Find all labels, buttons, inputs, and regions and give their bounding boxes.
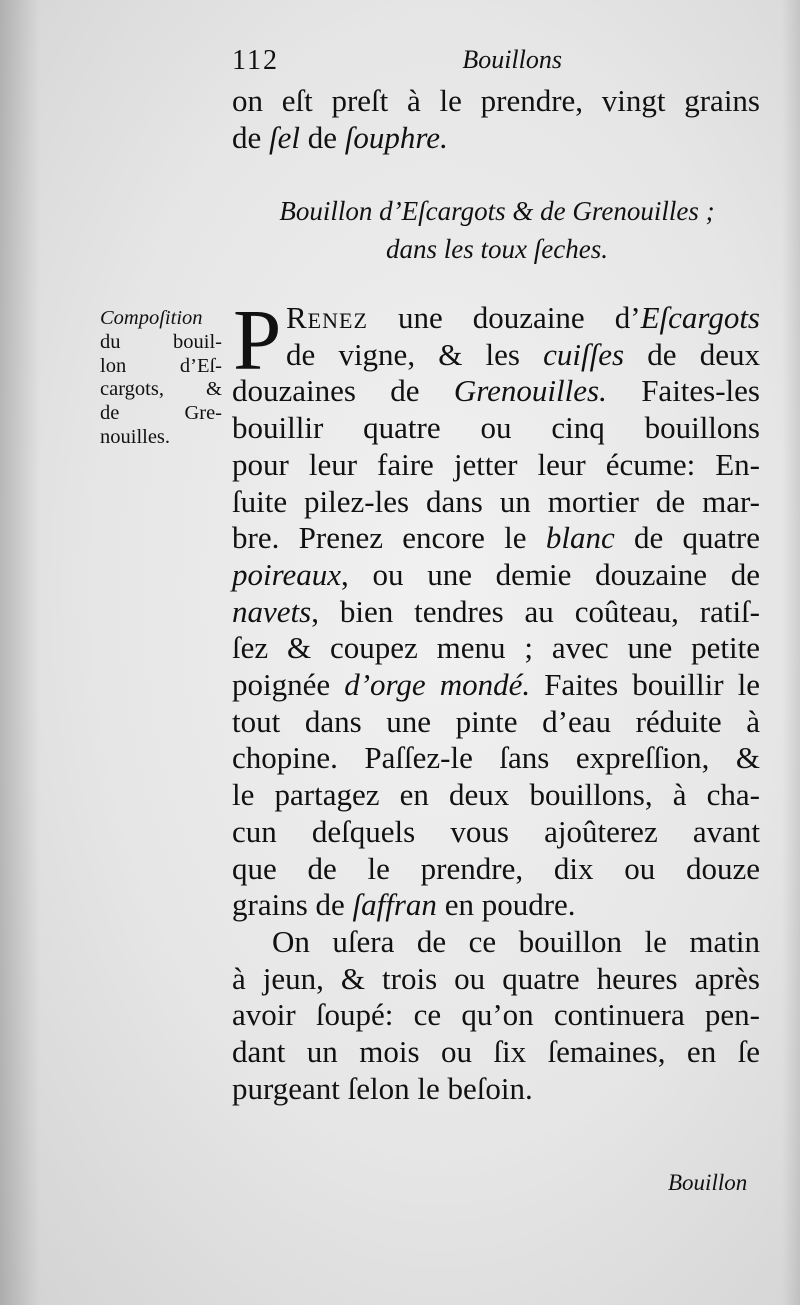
running-title: Bouillons xyxy=(462,45,562,74)
body-line: chopine. Paſſez-le ſans expreſſion, & xyxy=(232,740,760,776)
margin-note-line: du bouil- xyxy=(100,330,222,353)
margin-note-line: cargots, & xyxy=(100,378,222,401)
body-line: bouillir quatre ou cinq bouillons xyxy=(232,410,760,446)
body-line: cun deſquels vous ajoûterez avant xyxy=(232,813,760,849)
body-line: Renez une douzaine d’Eſcargots xyxy=(286,300,760,335)
body-line: avoir ſoupé: ce qu’on continuera pen- xyxy=(232,997,760,1033)
body-line: tout dans une pinte d’eau réduite à xyxy=(232,703,760,739)
page-edge-shadow xyxy=(782,0,800,1305)
page-number: 112 xyxy=(232,45,279,76)
body-line: douzaines de Grenouilles. Faites-les xyxy=(232,373,760,409)
heading-line: dans les toux ſeches. xyxy=(386,234,608,264)
body-line: dant un mois ou ſix ſemaines, en ſe xyxy=(232,1034,760,1070)
body-line: de vigne, & les cuiſſes de deux xyxy=(286,336,760,372)
heading-line: Bouillon d’Eſcargots & de Grenouilles ; xyxy=(279,196,715,226)
body-line: poignée d’orge mondé. Faites bouillir le xyxy=(232,667,760,703)
second-paragraph xyxy=(232,924,760,1108)
body-line: purgeant ſelon le beſoin. xyxy=(232,1070,533,1106)
intro-line: on eſt preſt à le prendre, vingt grains xyxy=(232,83,760,118)
body-line: pour leur faire jetter leur écume: En- xyxy=(232,446,760,482)
body-line: le partagez en deux bouillons, à cha- xyxy=(232,777,760,813)
body-line: poireaux, ou une demie douzaine de xyxy=(232,556,760,592)
body-line: bre. Prenez encore le blanc de quatre xyxy=(232,520,761,556)
margin-note xyxy=(100,307,222,450)
body-line: grains de ſaffran en poudre. xyxy=(232,887,576,923)
body-line: ſuite pilez-les dans un mortier de mar- xyxy=(232,483,760,519)
margin-note-line: de Gre- xyxy=(100,402,222,425)
body-line: à jeun, & trois ou quatre heures après xyxy=(232,960,760,996)
margin-note-line: lon d’Eſ- xyxy=(100,354,222,377)
running-head xyxy=(232,45,562,79)
recipe-heading xyxy=(232,192,762,268)
margin-note-line: nouilles. xyxy=(100,425,171,448)
intro-paragraph xyxy=(232,83,760,156)
intro-line: de ſel de ſouphre. xyxy=(232,119,448,155)
gutter-shadow xyxy=(0,0,40,1305)
body-line: On uſera de ce bouillon le matin xyxy=(272,924,760,959)
drop-cap: P xyxy=(233,291,282,388)
body-line: navets, bien tendres au coûteau, ratiſ- xyxy=(232,593,760,629)
catchword: Bouillon xyxy=(668,1170,748,1195)
body-line: ſez & coupez menu ; avec une petite xyxy=(232,630,760,666)
main-paragraph xyxy=(232,291,761,924)
margin-note-line: Compoſition xyxy=(100,307,203,329)
body-line: que de le prendre, dix ou douze xyxy=(232,850,760,886)
